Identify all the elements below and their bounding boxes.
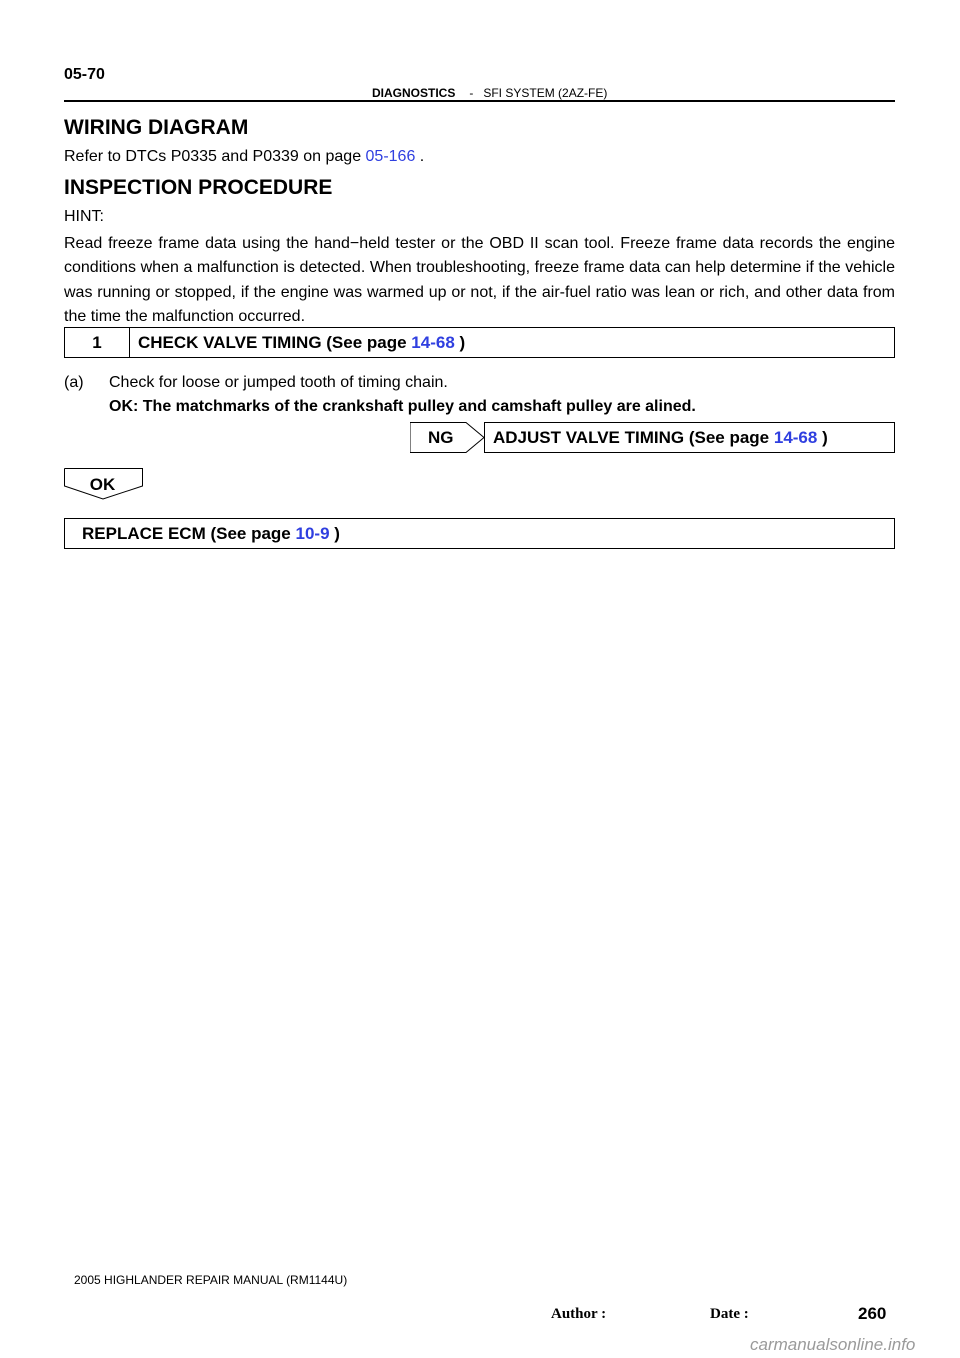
ng-action-title [493,423,828,452]
substep-text: Check for loose or jumped tooth of timing chain. [109,374,448,391]
replace-ecm-box [64,518,895,549]
replace-ecm-end: ) [329,524,340,543]
step-divider [129,328,130,357]
wiring-diagram-heading: WIRING DIAGRAM [64,116,249,139]
wiring-ref-end: . [415,148,425,165]
step-page-link[interactable]: 14-68 [411,333,455,352]
header-rule [64,100,895,102]
footer-page-number: 260 [858,1304,887,1323]
footer-author-label: Author : [551,1306,607,1322]
watermark: carmanualsonline.info [750,1335,916,1354]
section-header [372,86,607,100]
replace-page-link[interactable]: 10-9 [295,524,330,543]
ng-label: NG [428,428,454,447]
ok-label: OK [89,475,116,494]
ng-action-box [484,422,895,453]
section-name: DIAGNOSTICS [372,86,456,100]
ng-action-text: ADJUST VALVE TIMING (See page [493,428,774,447]
replace-ecm-text: REPLACE ECM (See page [82,524,296,543]
ng-action-end: ) [817,428,828,447]
page-number: 05-70 [64,66,105,83]
step-title-end: ) [454,333,466,352]
footer-manual-title: 2005 HIGHLANDER REPAIR MANUAL (RM1144U) [74,1273,348,1287]
inspection-procedure-heading: INSPECTION PROCEDURE [64,176,333,199]
hint-paragraph: Read freeze frame data using the hand−held tester or the OBD II scan tool. Freeze frame data records the engine conditions when a malfunction is detected. When troubleshooting, freeze frame data can help determine if the vehicle was running or stopped, if the engine was warmed up or not, if the air-fuel ratio was lean or rich, and other data from the time the malfunction occurred. [64,235,895,326]
wiring-diagram-reference [64,148,424,166]
wiring-ref-text: Refer to DTCs P0335 and P0339 on page [64,148,366,165]
step-title-text: CHECK VALVE TIMING (See page [138,333,412,352]
ok-condition: OK: The matchmarks of the crankshaft pulley and camshaft pulley are alined. [109,398,696,415]
section-dash: - [469,86,474,100]
step-title [138,328,465,357]
subsection-name: SFI SYSTEM (2AZ-FE) [483,86,608,100]
hint-label: HINT: [64,208,104,225]
footer-date-label: Date : [710,1306,749,1322]
wiring-page-link[interactable]: 05-166 [365,148,416,165]
step-number: 1 [92,333,102,352]
replace-ecm-title [82,519,340,548]
step-1-box [64,327,895,358]
ng-page-link[interactable]: 14-68 [773,428,818,447]
substep-label: (a) [64,374,84,391]
